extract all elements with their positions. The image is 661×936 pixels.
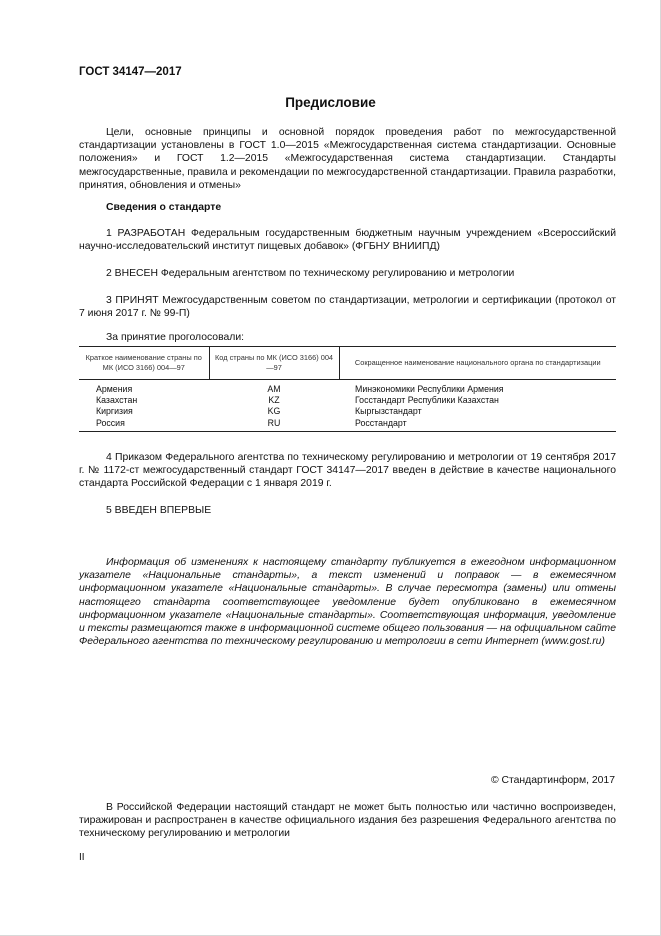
national-body: Госстандарт Республики Казахстан (355, 395, 499, 406)
item-introduced: 2 ВНЕСЕН Федеральным агентством по техническому регулированию и метрологии (106, 268, 515, 279)
national-body: Кыргызстандарт (355, 406, 422, 417)
table-row (79, 406, 616, 417)
country-name: Киргизия (96, 406, 133, 417)
national-body: Минэкономики Республики Армения (355, 384, 504, 394)
intro-paragraph: Цели, основные принципы и основной порядок проведения работ по межгосударственной стандартизации установлены в ГОСТ 1.0—2015 «Межгосударственная система стандартизации. Основные положения» и ГОСТ 1.2—2015 «Межгосударственная система стандартизации. Стандарты межгосударственные, правила и рекомендации по межгосударственной стандартизации. Правила разработки, принятия, обновления и отмены» (79, 127, 616, 191)
table-header-country: Краткое наименование страны по МК (ИСО 3166) 004—97 (79, 347, 209, 380)
table-row (79, 418, 616, 432)
country-code: KZ (268, 395, 280, 406)
voting-countries-table (79, 346, 616, 432)
table-header-code: Код страны по МК (ИСО 3166) 004—97 (209, 347, 339, 380)
item-developed: 1 РАЗРАБОТАН Федеральным государственным бюджетным научным учреждением «Всероссийский научно-исследовательский институт пищевых добавок» (ФГБНУ ВНИИПД) (79, 228, 616, 253)
document-code: ГОСТ 34147—2017 (79, 66, 182, 78)
copyright-line: © Стандартинформ, 2017 (490, 775, 615, 786)
country-code: KG (267, 406, 281, 417)
page-title: Предисловие (285, 95, 376, 110)
item-enacted: 4 Приказом Федерального агентства по техническому регулированию и метрологии от 19 сентября 2017 г. № 1172-ст межгосударственный стандарт ГОСТ 34147—2017 введен в действие в качестве национального стандарта Российской Федерации с 1 января 2019 г. (79, 452, 616, 490)
table-row (79, 395, 616, 406)
standard-info-heading: Сведения о стандарте (106, 202, 222, 213)
country-code: AM (267, 384, 281, 394)
item-first-introduced: 5 ВВЕДЕН ВПЕРВЫЕ (106, 505, 212, 516)
table-row (79, 380, 616, 396)
country-code: RU (209, 418, 339, 432)
table-header-row (79, 347, 616, 380)
vote-label: За принятие проголосовали: (106, 332, 245, 343)
reproduction-notice: В Российской Федерации настоящий стандарт не может быть полностью или частично воспроизведен, тиражирован и распространен в качестве официального издания без разрешения Федерального агентства по техническому регулированию и метрологии (79, 802, 616, 840)
country-name: Казахстан (96, 395, 138, 406)
country-name: Россия (79, 418, 209, 432)
country-name: Армения (96, 384, 133, 394)
item-adopted: 3 ПРИНЯТ Межгосударственным советом по стандартизации, метрологии и сертификации (протокол от 7 июня 2017 г. № 99-П) (79, 295, 616, 320)
changes-info-notice: Информация об изменениях к настоящему стандарту публикуется в ежегодном информационном указателе «Национальные стандарты», а текст изменений и поправок — в ежемесячном информационном указателе «Национальные стандарты». В случае пересмотра (замены) или отмены настоящего стандарта соответствующее уведомление будет опубликовано в ежемесячном информационном указателе «Национальные стандарты». Соответствующая информация, уведомление и тексты размещаются также в информационной системе общего пользования — на официальном сайте Федерального агентства по техническому регулированию и метрологии в сети Интернет (www.gost.ru) (79, 557, 616, 648)
page-number: II (79, 852, 85, 863)
national-body: Росстандарт (339, 418, 616, 432)
table-header-body: Сокращенное наименование национального органа по стандартизации (339, 347, 616, 380)
